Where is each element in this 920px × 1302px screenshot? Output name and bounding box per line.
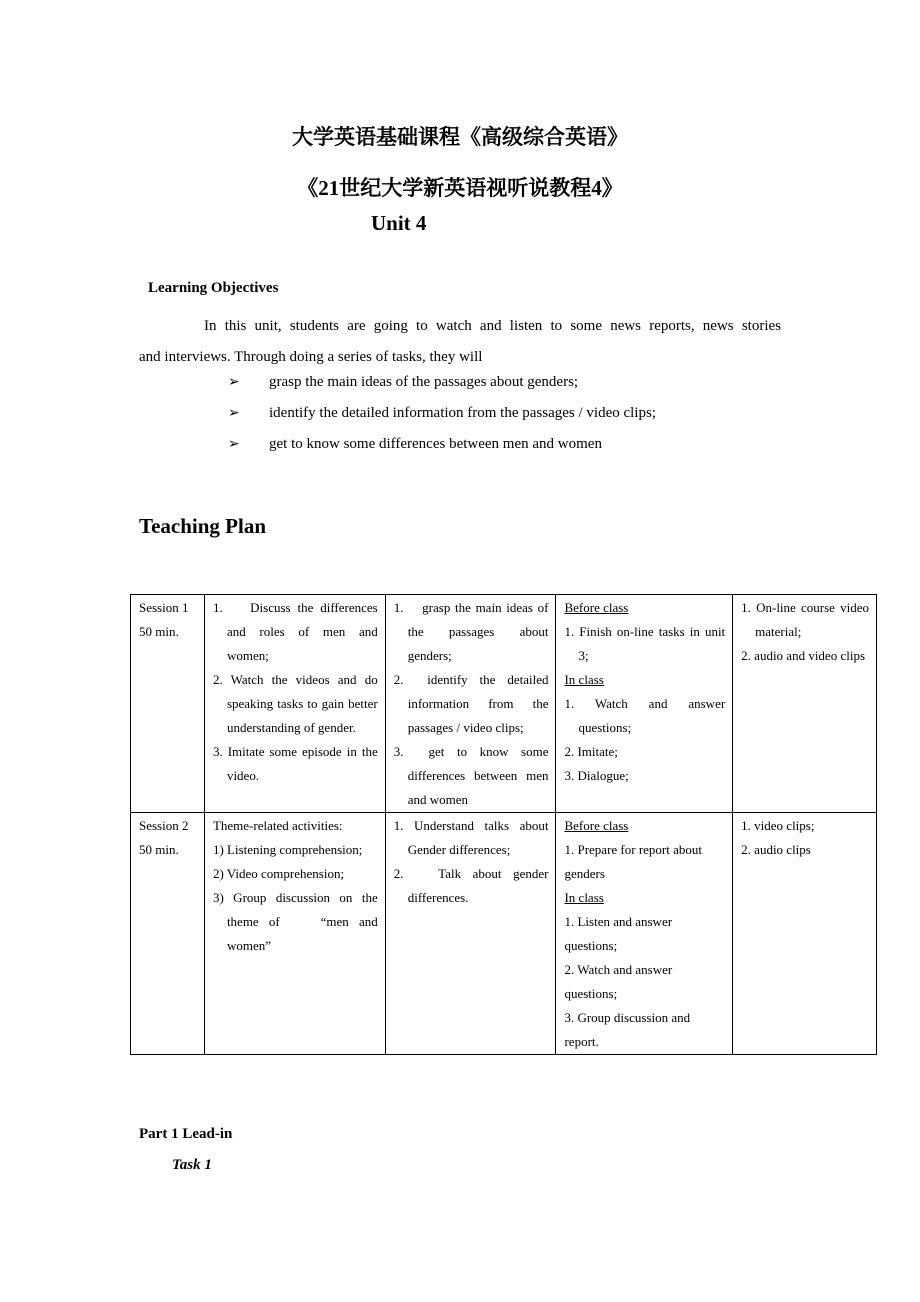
objectives-list (228, 372, 788, 465)
activity-item: 3. Imitate some episode in the video. (212, 744, 378, 783)
procedure-cell (556, 595, 733, 813)
teaching-plan-heading: Teaching Plan (139, 514, 267, 538)
session-label: Session 2 (139, 818, 189, 833)
arrow-bullet-icon: ➢ (228, 436, 240, 452)
objectives-intro (139, 311, 781, 373)
session-cell (131, 813, 205, 1055)
teaching-plan-table (130, 594, 877, 1055)
list-item (228, 372, 788, 403)
goal-item: 2. Talk about gender differences. (393, 866, 549, 905)
procedure-item: 3. Dialogue; (564, 768, 629, 783)
learning-objectives-heading: Learning Objectives (148, 280, 279, 296)
activity-item: 1. Discuss the differences and roles of men and women; (212, 600, 378, 663)
materials-cell (733, 595, 877, 813)
task1-heading: Task 1 (172, 1157, 212, 1173)
before-class-label: Before class (564, 818, 629, 833)
activities-cell (204, 813, 385, 1055)
procedure-cell (556, 813, 733, 1055)
arrow-bullet-icon: ➢ (228, 374, 240, 390)
intro-line-1: In this unit, students are going to watch and listen to some news reports, news stories (204, 318, 781, 334)
intro-line-2: and interviews. Through doing a series of tasks, they will (139, 349, 483, 365)
bullet-text: get to know some differences between men and women (269, 436, 602, 452)
activity-item: 3) Group discussion on the theme of “men and women” (212, 890, 378, 953)
activities-intro: Theme-related activities: (212, 818, 343, 833)
material-item: 2. audio clips (741, 842, 811, 857)
unit-title: Unit 4 (371, 211, 427, 235)
material-item: 1. video clips; (741, 818, 815, 833)
textbook-title: 《21世纪大学新英语视听说教程4》 (297, 176, 623, 200)
procedure-item: 1. Prepare for report about genders (564, 842, 702, 881)
session-duration: 50 min. (139, 842, 179, 857)
procedure-item: 1. Listen and answer questions; (564, 914, 673, 953)
procedure-item: 2. Watch and answer questions; (564, 962, 673, 1001)
procedure-item: 2. Imitate; (564, 744, 618, 759)
table-row (131, 813, 877, 1055)
goal-item: 2. identify the detailed information from the passages / video clips; (393, 672, 549, 735)
goals-cell (385, 595, 556, 813)
session-cell (131, 595, 205, 813)
procedure-item: 1. Watch and answer questions; (564, 696, 726, 735)
in-class-label: In class (564, 672, 604, 687)
goals-cell (385, 813, 556, 1055)
before-class-label: Before class (564, 600, 629, 615)
bullet-text: grasp the main ideas of the passages about genders; (269, 374, 579, 390)
bullet-text: identify the detailed information from the passages / video clips; (269, 405, 656, 421)
course-title: 大学英语基础课程《高级综合英语》 (292, 125, 628, 149)
procedure-item: 3. Group discussion and report. (564, 1010, 691, 1049)
in-class-label: In class (564, 890, 604, 905)
materials-cell (733, 813, 877, 1055)
material-item: 1. On-line course video material; (741, 600, 869, 639)
activity-item: 2. Watch the videos and do speaking tasks to gain better understanding of gender. (212, 672, 378, 735)
procedure-item: 1. Finish on-line tasks in unit 3; (564, 624, 726, 663)
session-label: Session 1 (139, 600, 189, 615)
activity-item: 1) Listening comprehension; (212, 842, 363, 857)
goal-item: 3. get to know some differences between men and women (393, 744, 549, 807)
table-row (131, 595, 877, 813)
material-item: 2. audio and video clips (741, 648, 866, 663)
goal-item: 1. grasp the main ideas of the passages about genders; (393, 600, 549, 663)
part1-heading: Part 1 Lead-in (139, 1126, 233, 1142)
session-duration: 50 min. (139, 624, 179, 639)
goal-item: 1. Understand talks about Gender differences; (393, 818, 549, 857)
list-item (228, 403, 788, 434)
list-item (228, 434, 788, 465)
activities-cell (204, 595, 385, 813)
activity-item: 2) Video comprehension; (212, 866, 345, 881)
arrow-bullet-icon: ➢ (228, 405, 240, 421)
